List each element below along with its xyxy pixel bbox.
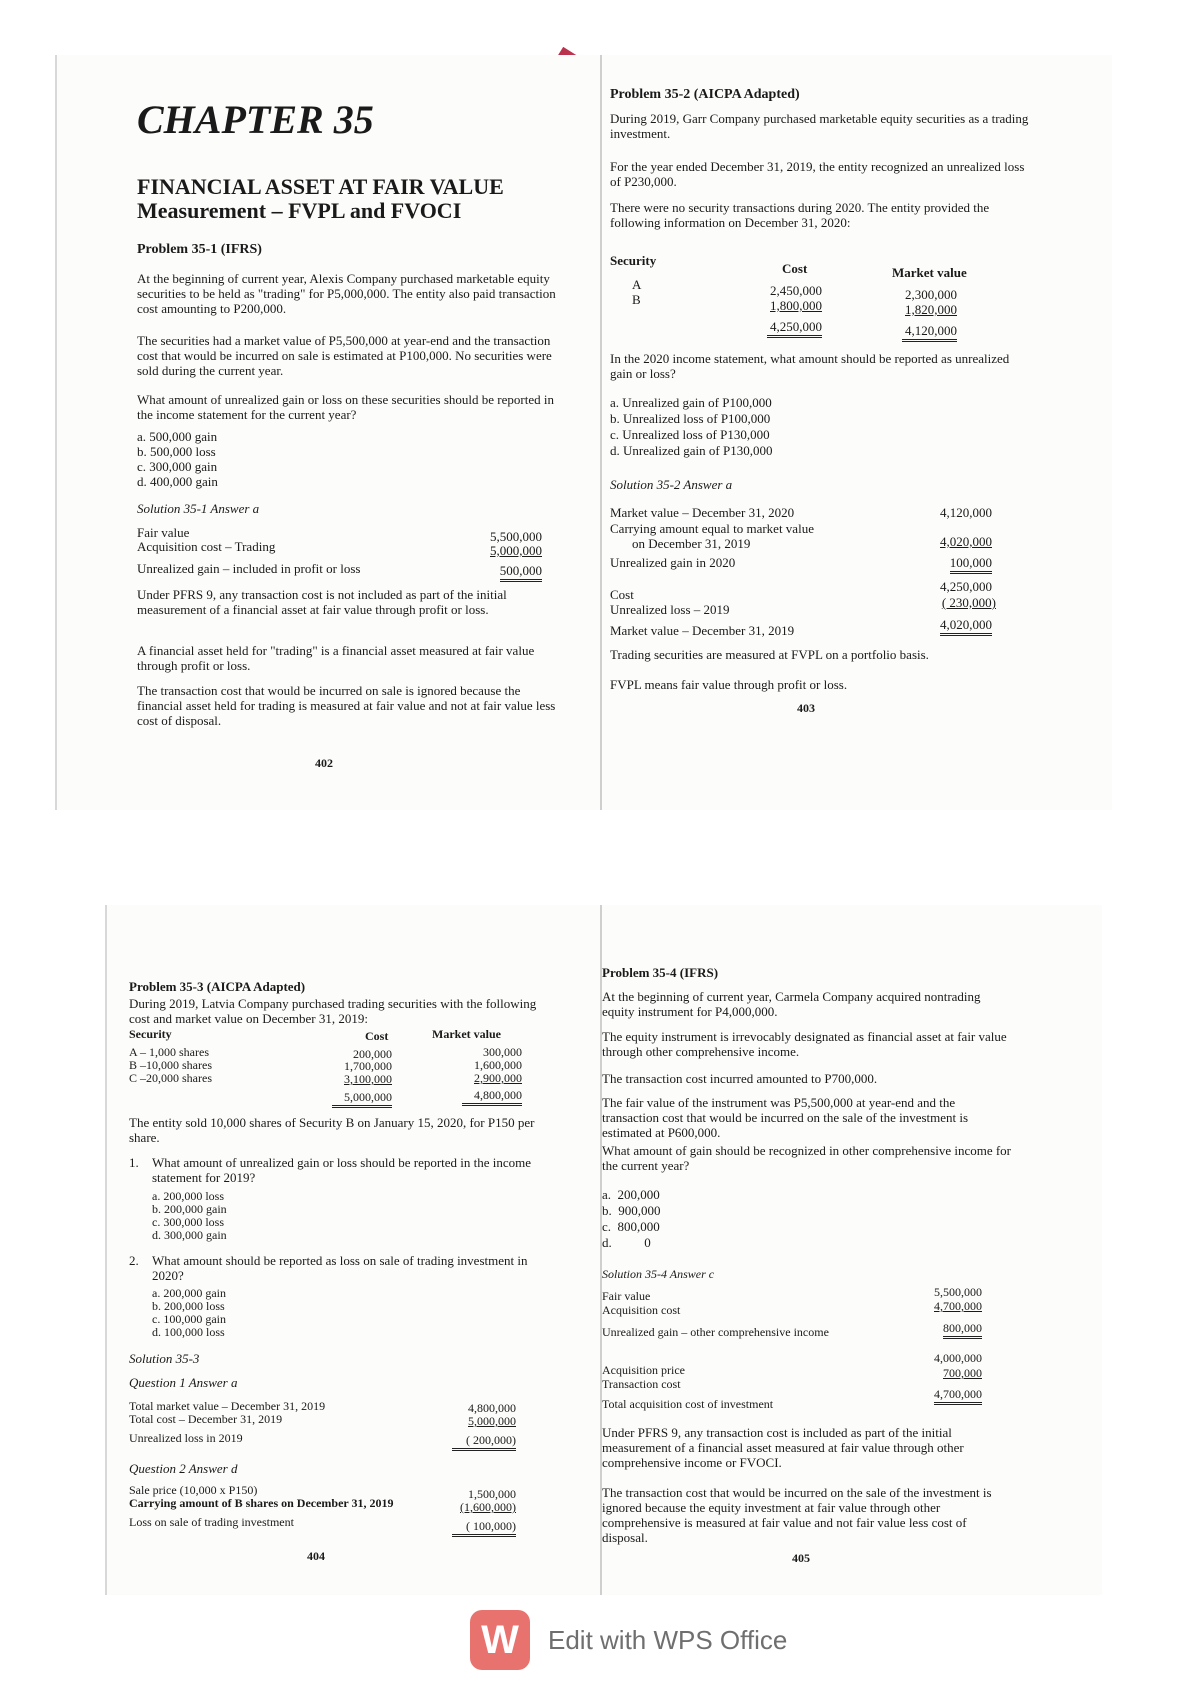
table-row-security: B –10,000 shares [129,1058,212,1072]
question: In the 2020 income statement, what amount should be reported as unrealized gain or loss? [610,351,1010,381]
chapter-heading: CHAPTER 35 [137,97,374,142]
question-1-answer: Question 1 Answer a [129,1375,238,1390]
solution-line-amount: 4,120,000 [940,505,992,520]
problem-heading: Problem 35-3 (AICPA Adapted) [129,979,306,994]
solution-line-label: Market value – December 31, 2020 [610,505,795,520]
solution-line-amount: 4,800,000 [468,1401,516,1415]
q2-choice-c: c. 100,000 gain [152,1312,226,1326]
problem-paragraph-1: During 2019, Latvia Company purchased trading securities with the following cost and market value on December 31, 2019: [129,996,537,1026]
table-header-market-value: Market value [432,1027,501,1041]
solution-line-amount: 800,000 [943,1321,982,1339]
problem-paragraph-2: The securities had a market value of P5,500,000 at year-end and the transaction cost that would be incurred on sale is estimated at P100,000. No securities were sold during the current year. [137,333,552,378]
problem-paragraph-2: The entity sold 10,000 shares of Security B on January 15, 2020, for P150 per share. [129,1115,535,1145]
note-1: Under PFRS 9, any transaction cost is included as part of the initial measurement of a financial asset measured at fair value through other comprehensive income or FVOCI. [602,1425,964,1470]
choice-c: c. 800,000 [602,1219,660,1234]
table-row-cost: 1,700,000 [344,1059,392,1073]
note-1: Trading securities are measured at FVPL on a portfolio basis. [610,647,929,662]
table-header-security: Security [129,1027,172,1041]
solution-line-amount: 4,250,000 [940,579,992,594]
q1-choice-a: a. 200,000 loss [152,1189,224,1203]
solution-line-label: Loss on sale of trading investment [129,1515,294,1529]
solution-line-label: Total market value – December 31, 2019 [129,1399,326,1413]
table-row-market-value: 1,600,000 [474,1058,522,1072]
table-row-market-value: 2,900,000 [474,1071,522,1085]
table-row-cost: 1,800,000 [770,298,822,313]
problem-paragraph-3: The transaction cost incurred amounted to P700,000. [602,1071,878,1086]
choice-d: d. 400,000 gain [137,474,218,489]
problem-heading: Problem 35-1 (IFRS) [137,242,262,257]
q1-choice-c: c. 300,000 loss [152,1215,224,1229]
solution-line-amount: ( 100,000) [452,1519,516,1537]
page-405 [600,905,1102,1595]
solution-heading: Solution 35-2 Answer a [610,477,733,492]
table-row-cost: 2,450,000 [770,283,822,298]
table-header-cost: Cost [782,261,808,276]
table-row-market-value: 2,300,000 [905,287,957,302]
acquisition-cost-label: Acquisition cost – Trading [137,539,276,554]
choice-d: d. 0 [602,1235,651,1250]
question-2-answer: Question 2 Answer d [129,1461,238,1476]
note-3: The transaction cost that would be incurred on sale is ignored because the financial asset held for trading is measured at fair value and not at fair value less cost of disposal. [137,683,556,728]
total-cost: 5,000,000 [332,1090,392,1108]
table-row-market-value: 1,820,000 [905,302,957,317]
table-row-cost: 200,000 [353,1047,392,1061]
problem-paragraph-1: At the beginning of current year, Carmela Company acquired nontrading equity instrument for P4,000,000. [602,989,981,1019]
question-1-number: 1. [129,1155,139,1170]
fair-value-amount: 5,500,000 [490,529,542,544]
choice-b: b. 900,000 [602,1203,661,1218]
choice-a: a. 200,000 [602,1187,660,1202]
wps-watermark[interactable] [470,1610,787,1670]
page-number: 405 [792,1551,810,1565]
fair-value-label: Fair value [137,525,190,540]
table-row-security: A – 1,000 shares [129,1045,209,1059]
solution-line-label: Cost [610,587,634,602]
solution-line-amount: 4,020,000 [940,617,992,636]
page-404 [105,905,602,1595]
table-header-market-value: Market value [892,265,967,280]
solution-line-amount: (1,600,000) [460,1500,516,1514]
table-row-security: B [632,292,641,307]
solution-heading: Solution 35-4 Answer c [602,1267,715,1281]
solution-line-amount: 5,000,000 [468,1414,516,1428]
note-2: FVPL means fair value through profit or loss. [610,677,848,692]
page-number: 403 [797,701,815,715]
table-header-security: Security [610,253,657,268]
solution-line-amount: ( 230,000) [941,595,996,610]
chapter-title-line1: FINANCIAL ASSET AT FAIR VALUE [137,174,504,199]
table-row-cost: 3,100,000 [344,1072,392,1086]
solution-line-amount: 700,000 [943,1366,982,1380]
total-cost: 4,250,000 [767,319,822,338]
question: What amount of unrealized gain or loss on these securities should be reported in the income statement for the current year? [137,392,554,422]
wps-logo-icon: W [470,1610,530,1670]
page-403 [600,55,1112,810]
q2-choice-a: a. 200,000 gain [152,1286,226,1300]
solution-line-label: Fair value [602,1289,651,1303]
page-number: 402 [315,756,333,770]
choice-a: a. Unrealized gain of P100,000 [610,395,772,410]
q1-choice-d: d. 300,000 gain [152,1228,227,1242]
choice-b: b. Unrealized loss of P100,000 [610,411,771,426]
choice-c: c. Unrealized loss of P130,000 [610,427,770,442]
unrealized-gain-label: Unrealized gain – included in profit or loss [137,561,361,576]
question: What amount of gain should be recognized in other comprehensive income for the current year? [602,1143,1012,1173]
note-2: A financial asset held for "trading" is a financial asset measured at fair value through profit or loss. [137,643,535,673]
solution-line-label: Market value – December 31, 2019 [610,623,795,638]
choice-c: c. 300,000 gain [137,459,218,474]
solution-line-amount: 4,000,000 [934,1351,982,1365]
solution-line-label: Carrying amount of B shares on December 31, 2019 [129,1496,394,1510]
solution-line-label: Transaction cost [602,1377,681,1391]
solution-line-label: Unrealized loss – 2019 [610,602,730,617]
solution-line-label: Sale price (10,000 x P150) [129,1483,258,1497]
table-row-security: A [632,277,642,292]
page-402 [55,55,602,810]
solution-heading: Solution 35-1 Answer a [137,501,260,516]
solution-line-label: on December 31, 2019 [632,536,751,551]
solution-line-label: Acquisition price [602,1363,685,1377]
solution-line-label: Unrealized gain – other comprehensive income [602,1325,829,1339]
problem-heading: Problem 35-2 (AICPA Adapted) [610,87,800,102]
q2-choice-d: d. 100,000 loss [152,1325,225,1339]
table-row-security: C –20,000 shares [129,1071,212,1085]
total-market-value: 4,120,000 [902,323,957,342]
unrealized-gain-amount: 500,000 [500,563,542,582]
solution-line-label: Unrealized gain in 2020 [610,555,736,570]
question-2: What amount should be reported as loss on sale of trading investment in 2020? [152,1253,528,1283]
solution-line-label: Total cost – December 31, 2019 [129,1412,283,1426]
question-1: What amount of unrealized gain or loss should be reported in the income statement for 2019? [152,1155,532,1185]
solution-line-label: Acquisition cost [602,1303,681,1317]
note-1: Under PFRS 9, any transaction cost is not included as part of the initial measurement of a financial asset at fair value through profit or loss. [137,587,507,617]
acquisition-cost-amount: 5,000,000 [490,543,542,558]
chapter-title-line2: Measurement – FVPL and FVOCI [137,198,462,223]
note-2: The transaction cost that would be incurred on the sale of the investment is ignored because the equity investment at fair value through other comprehensive is measured at fair value and not fair value less cost of disposal. [602,1485,992,1545]
problem-paragraph-4: The fair value of the instrument was P5,500,000 at year-end and the transaction cost that would be incurred on the sale of the investment is estimated at P600,000. [602,1095,969,1140]
solution-heading: Solution 35-3 [129,1351,200,1366]
choice-a: a. 500,000 gain [137,429,218,444]
problem-heading: Problem 35-4 (IFRS) [602,965,719,980]
wps-watermark-text: Edit with WPS Office [548,1624,788,1655]
solution-line-label: Carrying amount equal to market value [610,521,814,536]
choice-b: b. 500,000 loss [137,444,216,459]
solution-line-amount: 4,020,000 [940,534,992,549]
q2-choice-b: b. 200,000 loss [152,1299,225,1313]
q1-choice-b: b. 200,000 gain [152,1202,227,1216]
table-row-market-value: 300,000 [483,1045,522,1059]
solution-line-amount: ( 200,000) [452,1433,516,1451]
table-header-cost: Cost [365,1029,389,1043]
solution-line-amount: 1,500,000 [468,1487,516,1501]
problem-paragraph-2: For the year ended December 31, 2019, the entity recognized an unrealized loss of P230,000. [610,159,1025,189]
choice-d: d. Unrealized gain of P130,000 [610,443,773,458]
problem-paragraph-2: The equity instrument is irrevocably designated as financial asset at fair value through other comprehensive income. [602,1029,1007,1059]
problem-paragraph-1: During 2019, Garr Company purchased marketable equity securities as a trading investment. [610,111,1029,141]
page-number: 404 [307,1549,325,1563]
solution-line-amount: 5,500,000 [934,1285,982,1299]
solution-line-label: Total acquisition cost of investment [602,1397,774,1411]
total-market-value: 4,800,000 [462,1088,522,1106]
solution-line-label: Unrealized loss in 2019 [129,1431,243,1445]
solution-line-amount: 4,700,000 [934,1299,982,1313]
solution-line-amount: 100,000 [950,555,992,574]
problem-paragraph-1: At the beginning of current year, Alexis Company purchased marketable equity securities to be held as "trading" for P5,000,000. The entity also paid transaction cost amounting to P200,000. [137,271,556,316]
question-2-number: 2. [129,1253,139,1268]
solution-line-amount: 4,700,000 [934,1387,982,1405]
problem-paragraph-3: There were no security transactions during 2020. The entity provided the following information on December 31, 2020: [610,200,990,230]
